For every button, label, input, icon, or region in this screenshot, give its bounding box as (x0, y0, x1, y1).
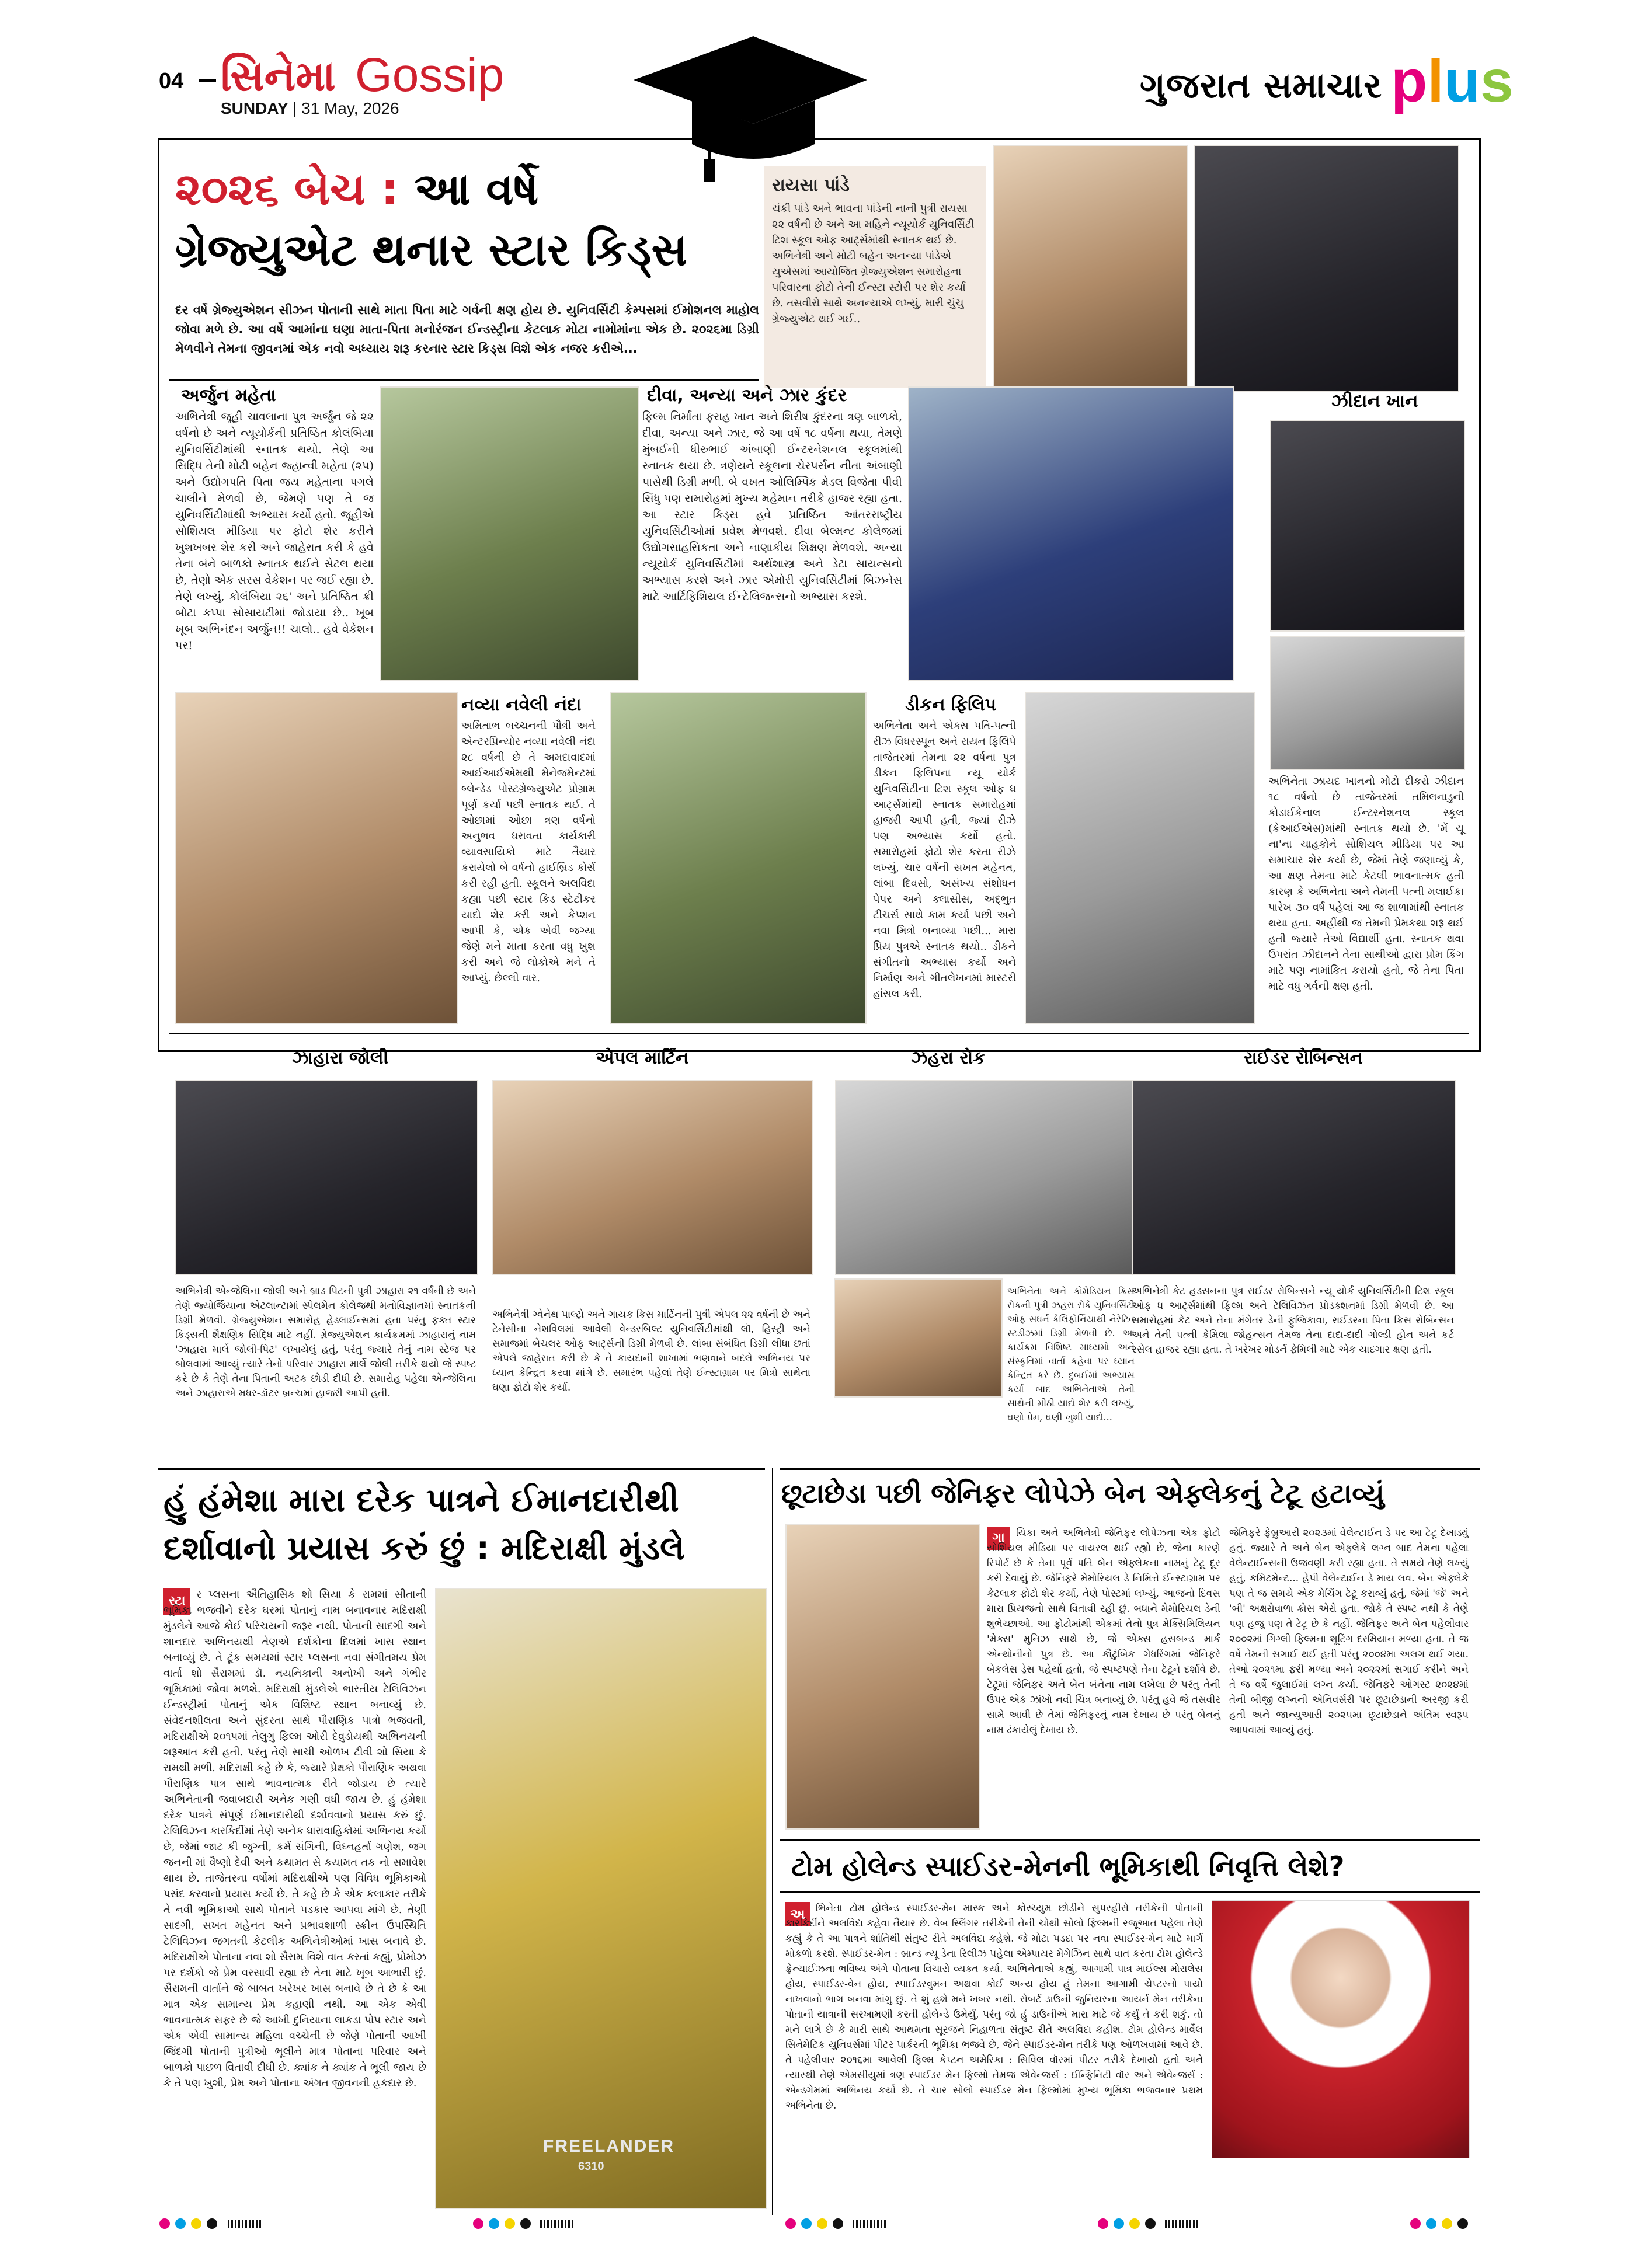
tom-dropcap: અ (785, 1902, 810, 1926)
lead-headline-year: ૨૦૨૬ બેચ : (175, 163, 399, 215)
tom-top-rule (780, 1839, 1480, 1841)
reg-dot (1457, 2218, 1468, 2229)
jlo-text-left: યિકા અને અભિનેત્રી જેનિફર લોપેઝના એક ફોટો સોશિયલ મીડિયા પર વાયરલ થઈ રહ્યો છે, જેના કારણે રિપોર્ટ છે કે તેના પૂર્વ પતિ બેન એફ્લેકના નામનું ટેટૂ દૂર કરી દેવાયું છે. જેનિફરે મેમોરિયલ ડે નિમિત્તે ઈન્સ્ટાગ્રામ પર કેટલાક ફોટો શેર કર્યા, તેણે પોસ્ટમાં લખ્યું, આજનો દિવસ મારા પ્રિયજનો સાથે વિતાવી રહી છું. બધાને મેમોરિયલ ડેની શુભેચ્છાઓ. આ ફોટોમાંથી એકમાં તેનો પુત્ર મેક્સિમિલિયન 'મેક્સ' મુનિઝ સાથે છે, જે એક્સ હસબન્ડ માર્ક એન્થોનીનો પુત્ર છે. આ કૌટુંબિક ગેધરિંગમાં જેનિફરે બેકલેસ ડ્રેસ પહેર્યો હતો, જે સ્પષ્ટપણે તેના ટેટૂને દર્શાવે છે. ટેટૂમાં જેનિફર અને બેન બંનેના નામ લખેલા છે પરંતુ તેની ઉપર એક ઝાંખો નવી ચિત્ર બનાવ્યું છે. પરંતુ હવે જે તસવીર સામે આવી છે તેમાં જેનિફરનું નામ દેખાય છે પરંતુ બેનનું નામ ઢંકાયેલું દેખાય છે. (987, 1527, 1220, 1736)
apple-title: એપલ માર્ટિન (596, 1048, 689, 1068)
reg-hatch (1165, 2220, 1200, 2228)
jlo-headline: છૂટાછેડા પછી જેનિફર લોપેઝે બેન એફ્લેકનું ટેટૂ હટાવ્યું (781, 1478, 1384, 1509)
deacon-graduation-photo (1025, 692, 1255, 1024)
madirakshi-top-rule (158, 1468, 765, 1470)
madirakshi-headline-line1: હું હંમેશા મારા દરેક પાત્રને ઈમાનદારીથી (164, 1482, 679, 1520)
navya-title: નવ્યા નવેલી નંદા (461, 695, 582, 715)
lead-headline (175, 159, 759, 280)
zahara-graduation-photo (175, 1080, 478, 1275)
reg-hatch (228, 2220, 263, 2228)
ryder-text: અભિનેત્રી કેટ હડસનના પુત્ર રાઈડર રોબિન્સને ન્યૂ યોર્ક યુનિવર્સિટીની ટિશ સ્કૂલ ઓફ ધ આર્ટ્સમાંથી ફિલ્મ અને ટેલિવિઝન પ્રોડક્શનમાં ડિગ્રી મેળવી છે. આ સમારોહમાં કેટ અને તેના મંગેતર ડેની ફુજિકાવા, રાઈડરના પિતા ક્રિસ રોબિન્સન અને તેની પત્ની કેમિલા જોહન્સન તેમજ તેના દાદા-દાદી ગોલ્ડી હોન અને કર્ટ રસેલ હાજર રહ્યા હતા. તે ખરેખર મોડર્ન ફેમિલી માટે એક યાદગાર ક્ષણ હતી. (1132, 1285, 1454, 1356)
reg-dot (159, 2218, 170, 2229)
reg-dot (489, 2218, 499, 2229)
tom-spiderman-photo (1212, 1900, 1470, 2158)
apple-text: અભિનેત્રી ગ્વેનેથ પાલ્ટ્રો અને ગાયક ક્રિસ માર્ટિનની પુત્રી એપલ ૨૨ વર્ષની છે અને ટેનેસીના નેશવિલમાં આવેલી વેન્ડરબિલ્ટ યુનિવર્સિટીમાંથી લૉ, હિસ્ટ્રી અને સમાજમાં બેચલર ઓફ આર્ટ્સની ડિગ્રી મેળવી છે. લાંબા સંબંધિત ડિગ્રી લીધા છતાં એપલે જાહેરાત કરી છે કે તે કાયદાની શાખામાં ભણવાને બદલે અભિનય પર ધ્યાન કેન્દ્રિત કરવા માંગે છે. સમારંભ પહેલાં તેણે ઈન્સ્ટાગ્રામ પર મિત્રો સાથેના ઘણા ફોટો શેર કર્યા. (492, 1309, 810, 1393)
zahara-text: અભિનેત્રી એન્જેલિના જોલી અને બ્રાડ પિટની પુત્રી ઝાહારા ૨૧ વર્ષની છે અને તેણે જ્યોર્જિયાના એટલાન્ટામાં સ્પેલમેન કોલેજથી મનોવિજ્ઞાનમાં સ્નાતકની ડિગ્રી મેળવી. ગ્રેજ્યુએશન સમારોહ હેડલાઈન્સમાં હતા પરંતુ ફક્ત સ્ટાર કિડ્સની શૈક્ષણિક સિદ્ધિ માટે નહીં. ગ્રેજ્યુએશન કાર્યક્રમમાં ઝાહારાનું નામ 'ઝાહારા માર્લે જોલી-પિટ' લખાયેલું હતું, પરંતુ જ્યારે તેનું નામ સ્ટેજ પર બોલવામાં આવ્યું ત્યારે તેનો પરિવાર ઝાહારા માર્લે જોલી તરીકે થયો જે સ્પષ્ટ કરે છે કે તેણે તેના પિતાની અટક છોડી દીધી છે. સમારોહ પહેલા એન્જેલિના અને ઝાહારાએ મધર-ડૉટર બ્રન્ચમાં હાજરી આપી હતી. (175, 1285, 476, 1399)
reg-hatch (540, 2220, 575, 2228)
treadmill-brand-text: FREELANDER (543, 2137, 675, 2156)
zidan-text: અભિનેતા ઝાયદ ખાનનો મોટો દીકરો ઝીદાન ૧૮ વર્ષનો છે તાજેતરમાં તમિલનાડુની કોડાઈકેનાલ ઈન્ટરનેશનલ સ્કૂલ (કેઆઈએસ)માંથી સ્નાતક થયો છે. 'મેં ચૂ ના'ના ચાહકોને સોશિયલ મીડિયા પર આ સમાચાર શેર કર્યા છે, જેમાં તેણે જણાવ્યું કે, આ ક્ષણ તેમના માટે કેટલી ભાવનાત્મક હતી કારણ કે અભિનેતા અને તેમની પત્ની મલાઈકા પારેખ ૩૦ વર્ષ પહેલાં આ જ શાળામાંથી સ્નાતક થયા હતા. અહીંથી જ તેમની પ્રેમકથા શરૂ થઈ હતી જ્યારે તેઓ વિદ્યાર્થી હતા. સ્નાતક થવા ઉપરાંત ઝીદાનને તેના સાથીઓ દ્વારા પ્રોમ કિંગ માટે પણ નામાંકિત કરાયો હતો, જે તેના પિતા માટે વધુ ગર્વની ક્ષણ હતી. (1268, 775, 1464, 992)
masthead-plus: plus (1391, 48, 1514, 114)
ryder-title: રાઈડર રોબિન્સન (1244, 1048, 1363, 1068)
ryder-family-photo (1132, 1080, 1456, 1275)
page-number-rule (199, 79, 216, 82)
page-header (0, 0, 1635, 134)
diva-text: ફિલ્મ નિર્માતા ફરાહ ખાન અને શિરીષ કુંદરના ત્રણ બાળકો, દીવા, અન્યા અને ઝાર, જે આ વર્ષે ૧૮ વર્ષના થયા, તેમણે મુંબઈની ધીરુભાઈ અંબાણી ઈન્ટરનેશનલ સ્કૂલમાંથી સ્નાતક થયા છે. ત્રણેયને સ્કૂલના ચેરપર્સન નીતા અંબાણી પાસેથી ડિગ્રી મળી. બે વખત ઓલિમ્પિક મેડલ વિજેતા પીવી સિંધુ પણ સમારોહમાં મુખ્ય મહેમાન તરીકે હાજર રહ્યા હતા. આ સ્ટાર કિડ્સ હવે પ્રતિષ્ઠિત આંતરરાષ્ટ્રીય યુનિવર્સિટીઓમાં પ્રવેશ મેળવશે. દીવા બેલ્મન્ટ કોલેજમાં ઉદ્યોગસાહસિકતા અને નાણાકીય શિક્ષણ મેળવશે. અન્યા ન્યૂયોર્ક યુનિવર્સિટીમાં અર્થશાસ્ત્ર અને ડેટા સાયન્સનો અભ્યાસ કરશે અને ઝાર એમોરી યુનિવર્સિટીમાં બિઝનેસ માટે આર્ટિફિશિયલ ઈન્ટેલિજન્સનો અભ્યાસ કરશે. (642, 410, 902, 603)
zidan-title: ઝીદાન ખાન (1331, 391, 1418, 412)
date-separator: | (292, 99, 302, 117)
navya-portrait-photo (175, 692, 458, 1024)
madirakshi-headline-line2: દર્શાવાનો પ્રયાસ કરું છું : મદિરાક્ષી મુંડલે (164, 1530, 685, 1567)
navya-text: અમિતાભ બચ્ચનની પૌત્રી અને એન્ટરપ્રિન્યોર નવ્યા નવેલી નંદા ૨૮ વર્ષની છે તે અમદાવાદમાં આઈઆઈએમથી મેનેજમેન્ટમાં બ્લેન્ડેડ પોસ્ટગ્રેજ્યુએટ પ્રોગ્રામ પૂર્ણ કર્યા પછી સ્નાતક થઈ. તે ઓછામાં ઓછા ત્રણ વર્ષનો અનુભવ ધરાવતા કાર્યકારી વ્યાવસાયિકો માટે તૈયાર કરાયેલો બે વર્ષનો હાઈબ્રિડ કોર્સ કરી રહી હતી. સ્કૂલને અલવિદા કહ્યા પછી સ્ટાર કિડ સ્ટેટીકર યાદો શેર કરી અને કેપ્શન આપી કે, એક એવી જગ્યા જેણે મને માતા કરતા વધુ ખુશ કરી અને જે લોકોએ મને તે આપ્યું. છેલ્લી વાર. (461, 720, 596, 984)
reg-dot (1145, 2218, 1156, 2229)
reg-dot (207, 2218, 217, 2229)
day-label: SUNDAY (221, 99, 288, 117)
reg-dot (817, 2218, 827, 2229)
reg-dot (785, 2218, 796, 2229)
tom-text: ભિનેતા ટોમ હોલેન્ડ સ્પાઈડર-મેન માસ્ક અને કોસ્ચ્યુમ છોડીને સુપરહીરો તરીકેની પોતાની કારકિર્દીને અલવિદા કહેવા તૈયાર છે. વેબ સ્લિંગર તરીકેની તેની ચોથી સોલો ફિલ્મની રજૂઆત પહેલા તેણે કહ્યું કે તે આ પાત્રને શાંતિથી સંતુષ્ટ રીતે અલવિદા કહેશે. જે મોટા પડદા પર નવા સ્પાઈડર-મેન માટે માર્ગ મોકળો કરશે. સ્પાઈડર-મેન : બ્રાન્ડ ન્યૂ ડેના રિલીઝ પહેલા એમ્પાયર મેગેઝિન સાથે વાત કરતા ટોમ હોલેન્ડે ફ્રેન્ચાઈઝના ભવિષ્ય અંગે પોતાના વિચારો વ્યક્ત કર્યા. અભિનેતાએ કહ્યું, આગામી પાત્ર માઈલ્સ મોરાલેસ હોય, સ્પાઈડર-વેન હોય, સ્પાઈડરવુમન અથવા કોઈ અન્ય હોય હું તેમના આગામી ચેપ્ટરનો પાયો નાખવાનો ભાગ બનવા માંગુ છું. તે શું હશે મને ખબર નથી. રોબર્ટ ડાઉની જુનિયરના આયર્ન મેન તરીકેના પોતાની યાત્રાની સરખામણી કરતી હોલેન્ડે ઉમેર્યું, પરંતુ જો હું ડાઉનીએ મારા માટે જે કર્યું તે કરી શકું. તો મને લાગે છે કે મારી સાથે આથમતા સૂરજને નિહાળતા સંતુષ્ટ રીતે અલવિદા કહીશ. ટોમ હોલેન્ડ માર્વેલ સિનેમેટિક યુનિવર્સમાં પીટર પાર્કરની ભૂમિકા ભજવે છે, જેને સ્પાઈડર-મેન તરીકે પણ ઓળખવામાં આવે છે. તે પહેલીવાર ૨૦૧૬મા આવેલી ફિલ્મ કેપ્ટન અમેરિકા : સિવિલ વૉરમાં પીટર તરીકે દેખાયો હતો અને ત્યારથી તેણે એમસીયુમાં ત્રણ સ્પાઈડર મેન ફિલ્મો તેમજ એવેન્જર્સ : ઈન્ફિનિટી વૉર અને એવેન્જર્સ : એન્ડગેમમાં અભિનય કર્યો છે. તે ચાર સોલો સ્પાઈડર મેન ફિલ્મોમાં મુખ્ય ભૂમિકા ભજવનાર પ્રથમ અભિનેતા છે. (785, 1903, 1203, 2112)
arjun-graduation-photo (380, 386, 639, 681)
zidan-portrait-photo (1270, 420, 1465, 632)
zahra-title: ઝહરા રોક (911, 1048, 986, 1068)
tom-headline-rule (780, 1891, 1480, 1893)
zidan-family-photo (1270, 636, 1465, 770)
lead-divider-1 (169, 379, 759, 381)
madirakshi-headline (164, 1477, 765, 1573)
reg-dot (1442, 2218, 1452, 2229)
jlo-top-rule (780, 1468, 1480, 1470)
raysa-title: રાયસા પાંડે (772, 175, 850, 196)
reg-dot (1129, 2218, 1140, 2229)
diva-family-photo (908, 386, 1234, 681)
jlo-text-right: જેનિફરે ફેબ્રુઆરી ૨૦૨૩માં વેલેન્ટાઈન ડે પર આ ટેટૂ દેખાડ્યું હતું. જ્યારે તે અને બેન એફ્લેકે લગ્ન બાદ તેમના પહેલા વેલેન્ટાઈન્સની ઉજવણી કરી રહ્યા હતા. તે સમયે તેણે લખ્યું હતું, કમિટમેન્ટ... હેપી વેલેન્ટાઈન ડે માય લવ. બેન એફ્લેકે પણ તે જ સમયે એક મેચિંગ ટેટૂ કરાવ્યું હતું, જેમાં 'જે' અને 'બી' અક્ષરોવાળા ક્રોસ એરો હતા. જોકે તે સ્પષ્ટ નથી કે તેણે પણ હજુ પણ તે ટેટૂ છે કે નહીં. જેનિફર અને બેન પહેલીવાર ૨૦૦૨માં ગિગ્લી ફિલ્મના શૂટિંગ દરમિયાન મળ્યા હતા. તે જ વર્ષે તેમની સગાઈ થઈ હતી પરંતુ ૨૦૦૪મા અલગ થઈ ગયા. તેઓ ૨૦૨૧મા ફરી મળ્યા અને ૨૦૨૨માં સગાઈ કરીને અને તે જ વર્ષે જુલાઈમાં લગ્ન કર્યા. જેનિફરે ઓગસ્ટ ૨૦૨૪માં તેની બીજી લગ્નની એનિવર્સરી પર છૂટાછેડાની અરજી કરી હતી અને જાન્યુઆરી ૨૦૨૫મા છૂટાછેડાને અંતિમ સ્વરૂપ આપવામાં આવ્યું હતું. (1229, 1527, 1469, 1736)
page-number: 04 (159, 69, 184, 93)
reg-dot (1426, 2218, 1436, 2229)
reg-dot (833, 2218, 843, 2229)
raysa-text: ચંકી પાંડે અને ભાવના પાંડેની નાની પુત્રી રાયસા ૨૨ વર્ષની છે અને આ મહિને ન્યૂયોર્ક યુનિવર્સિટી ટિશ સ્કૂલ ઓફ આર્ટ્સમાંથી સ્નાતક થઈ છે. અભિનેત્રી અને મોટી બહેન અનન્યા પાંડેએ યુએસમાં આયોજિત ગ્રેજ્યુએશન સમારોહના પરિવારના ફોટો તેની ઈન્સ્ટા સ્ટોરી પર શેર કર્યા છે. તસવીરો સાથે અનન્યાએ લખ્યું, મારી ચુંચુ ગ્રેજ્યુએટ થઈ ગઈ.. (772, 203, 975, 325)
diva-title: દીવા, અન્યા અને ઝાર કુંદર (647, 385, 847, 406)
reg-dot (1098, 2218, 1108, 2229)
bottom-column-divider (772, 1468, 773, 2215)
zahra-chris-photo (835, 1080, 1135, 1275)
reg-dot (801, 2218, 812, 2229)
raysa-portrait-photo (993, 145, 1188, 392)
jlo-portrait-photo (785, 1524, 980, 1830)
arjun-text: અભિનેત્રી જૂહી ચાવલાના પુત્ર અર્જુન જે ૨૨ વર્ષનો છે અને ન્યૂયોર્કની પ્રતિષ્ઠિત કોલંબિયા યુનિવર્સિટીમાંથી સ્નાતક થયો. તેણે આ સિદ્ધિ તેની મોટી બહેન જ્હાન્વી મહેતા (૨૫) અને ઉદ્યોગપતિ પિતા જય મહેતાના પગલે ચાલીને મેળવી છે, જેમણે પણ તે જ યુનિવર્સિટીમાંથી અભ્યાસ કર્યો હતો. જૂહીએ સોશિયલ મીડિયા પર ફોટો શેર કરીને ખુશખબર શેર કરી અને જાહેરાત કરી કે હવે તેના બંને બાળકો સ્નાતક થઈને સેટલ થયા છે, તેણો એક સરસ વેકેશન પર જઈ રહ્યા છે. તેણે લખ્યું, કોલંબિયા ૨૬' અને પ્રતિષ્ઠિત ક્રી બોટા કપ્પા સોસાયટીમાં જોડાયા છે.. ખૂબ ખૂબ અભિનંદન અર્જુન!! ચાલો.. હવે વેકેશન પર! (175, 410, 374, 652)
reg-dot (1114, 2218, 1124, 2229)
madirakshi-gym-photo (435, 1588, 767, 2209)
reg-hatch (853, 2220, 888, 2228)
madirakshi-dropcap: સ્ટા (164, 1588, 190, 1615)
lead-divider-2 (169, 1033, 1469, 1034)
treadmill-model-text: 6310 (578, 2160, 604, 2173)
date-label: 31 May, 2026 (301, 99, 399, 117)
reg-dot (1410, 2218, 1421, 2229)
issue-day (221, 99, 399, 118)
zahra-text: અભિનેતા અને કોમેડિયન ક્રિસ રોકની પુત્રી ઝહરા રોકે યુનિવર્સિટી ઓફ સધર્ન કેલિફોર્નિયાથી નેરેટિવ સ્ટડીઝમાં ડિગ્રી મેળવી છે. આ કાર્યક્રમ વિશિષ્ટ માધ્યમો અને સંસ્કૃતિમાં વાર્તા કહેવા પર ધ્યાન કેન્દ્રિત કરે છે. દુબઈમાં અભ્યાસ કર્યા બાદ અભિનેતાએ તેની સાથેની મીઠી યાદો શેર કરી લખ્યું, ઘણો પ્રેમ, ઘણી ખુશી યાદો... (1007, 1285, 1135, 1423)
reg-dot (505, 2218, 515, 2229)
madirakshi-text: ર પ્લસના ઐતિહાસિક શો સિયા કે રામમાં સીતાની ભૂમિકા ભજવીને દરેક ઘરમાં પોતાનું નામ બનાવનાર મદિરાક્ષી મુંડલેને આજે કોઈ પરિચયની જરૂર નથી. પોતાની સાદગી અને શાનદાર અભિનયથી તેણએ દર્શકોના દિલમાં ખાસ સ્થાન બનાવ્યું છે. તે ટૂંક સમયમાં સ્ટાર પ્લસના નવા સંગીતમય પ્રેમ વાર્તા શો સૈરામમાં ડૉ. નયનિકાની અનોખી અને ગંભીર ભૂમિકામાં જોવા મળશે. મદિરાક્ષી મુંડલેએ ભારતીય ટેલિવિઝન ઈન્ડસ્ટ્રીમાં પોતાનું એક વિશિષ્ટ સ્થાન બનાવ્યું છે. સંવેદનશીલતા અને સુંદરતા સાથે પૌરાણિક પાત્રો ભજવતી, મદિરાક્ષીએ ૨૦૧૫માં તેલુગુ ફિલ્મ ઓરી દેવુડોયથી અભિનયની શરૂઆત કરી હતી. પરંતુ તેણે સાચી ઓળખ ટીવી શો સિયા કે રામથી મળી. મદિરાક્ષી કહે છે કે, જ્યારે પ્રેક્ષકો પૌરાણિક અથવા પૌરાણિક પાત્ર સાથે ભાવનાત્મક રીતે જોડાય છે ત્યારે અભિનેતાની જવાબદારી અનેક ગણી વધી જાય છે. હું હંમેશા દરેક પાત્રને સંપૂર્ણ ઈમાનદારીથી દર્શાવવાનો પ્રયાસ કરું છું. ટેલિવિઝન કારકિર્દીમાં તેણે અનેક ધારાવાહિકોમાં અભિનય કર્યો છે, જેમાં જાટ કી જુગ્ની, કર્મ સંગિની, વિઘ્નહર્તા ગણેશ, જગ જનની માં વૈષ્ણો દેવી અને કથામત સે કયામત તક નો સમાવેશ થાય છે. તાજેતરના વર્ષોમાં મદિરાક્ષીએ પણ વિવિધ ભૂમિકાઓ પસંદ કરવાનો પ્રયાસ કર્યો છે. તે કહે છે કે એક કલાકાર તરીકે તે નવી ભૂમિકાઓ સાથે પોતાને પડકાર આપવા માંગે છે. તેણી સાદગી, સખત મહેનત અને પ્રભાવશાળી સ્ક્રીન ઉપસ્થિતિ ટેલિવિઝન જગતની કેટલીક અભિનેત્રીઓમાં ખાસ બનાવે છે. મદિરાક્ષીએ પોતાના નવા શો સૈરામ વિશે વાત કરતાં કહ્યું, પ્રોમોઝ પર દર્શકો જે પ્રેમ વરસાવી રહ્યા છે તેના માટે ખૂબ આભારી છું. સૈરામની વાર્તાને જે બાબત ખરેખર ખાસ બનાવે છે તે છે કે આ માત્ર એક સામાન્ય પ્રેમ કહાણી નથી. આ એક એવી ભાવનાત્મક સફર છે જે આખી દુનિયાના લાકડા પોપ સ્ટાર અને એક એવી સામાન્ય મહિલા વચ્ચેની છે જેણે પોતાની આખી જિંદગી પોતાની પુત્રીઓ ભૂલીને માત્ર પોતાના પરિવાર અને બાળકો પાછળ વિતાવી દીધી છે. ક્યાંક ને ક્યાંક તે ભૂલી જાય છે કે તે પણ ખુશી, પ્રેમ અને પોતાના અંગત જીવનની હકદાર છે. (164, 1588, 426, 2089)
tom-headline: ટોમ હોલેન્ડ સ્પાઈડર-મેનની ભૂમિકાથી નિવૃત્તિ લેશે? (791, 1851, 1345, 1882)
navya-campus-photo (610, 692, 867, 1024)
jlo-dropcap: ગા (987, 1527, 1010, 1550)
raysa-family-photo (1194, 145, 1459, 392)
deacon-text: અભિનેતા અને એક્સ પતિ-પત્ની રીઝ વિધરસ્પૂન અને રાયન ફિલિપે તાજેતરમાં તેમના ૨૨ વર્ષના પુત્ર ડીકન ફિલિપના ન્યૂ યોર્ક યુનિવર્સિટીના ટિશ સ્કૂલ ઓફ ધ આર્ટ્સમાંથી સ્નાતક સમારોહમાં હાજરી આપી હતી, જ્યાં રીઝે પણ અભ્યાસ કર્યો હતો. સમારોહમાં ફોટો શેર કરતા રીઝે લખ્યું, ચાર વર્ષની સખત મહેનત, લાંબા દિવસો, અસંખ્ય સંશોધન પેપર અને ક્લાસીસ, અદ્ભુત ટીચર્સ સાથે કામ કર્યા પછી અને નવા મિત્રો બનાવ્યા પછી... મારા પ્રિય પુત્રએ સ્નાતક થયો.. ડીકને સંગીતનો અભ્યાસ કર્યો અને નિર્માણ અને ગીતલેખનમાં માસ્ટરી હાંસલ કરી. (873, 720, 1016, 1000)
lead-headline-line2: ગ્રેજ્યુએટ થનાર સ્ટાર કિડ્સ (175, 224, 687, 276)
section-title-english: Gossip (355, 48, 505, 102)
reg-dot (520, 2218, 531, 2229)
lead-headline-part2: આ વર્ષે (414, 163, 539, 215)
deacon-title: ડીકન ફિલિપ (905, 695, 997, 715)
reg-dot (175, 2218, 186, 2229)
lead-intro: દર વર્ષે ગ્રેજ્યુએશન સીઝન પોતાની સાથે માતા પિતા માટે ગર્વની ક્ષણ હોય છે. યુનિવર્સિટી કેમ્પસમાં ઈમોશનલ માહોલ જોવા મળે છે. આ વર્ષે આમાંના ઘણા માતા-પિતા મનોરંજન ઈન્ડસ્ટ્રીના કેટલાક મોટા નામોમાંના એક છે. ૨૦૨૬મા ડિગ્રી મેળવીને તેમના જીવનમાં એક નવો અધ્યાય શરૂ કરનાર સ્ટાર કિડ્સ વિશે એક નજર કરીએ... (175, 303, 759, 356)
reg-dot (191, 2218, 201, 2229)
zahra-graduation-photo (834, 1278, 1003, 1398)
section-title-gujarati: સિનેમા (221, 51, 336, 100)
reg-dot (473, 2218, 483, 2229)
apple-graduation-photo (492, 1080, 813, 1275)
zahara-title: ઝાહારા જોલી (292, 1048, 389, 1068)
registration-marks (0, 2215, 1635, 2239)
arjun-title: અર્જુન મહેતા (181, 385, 276, 406)
masthead-logo: ગુજરાત સમાચાર (1140, 65, 1383, 106)
